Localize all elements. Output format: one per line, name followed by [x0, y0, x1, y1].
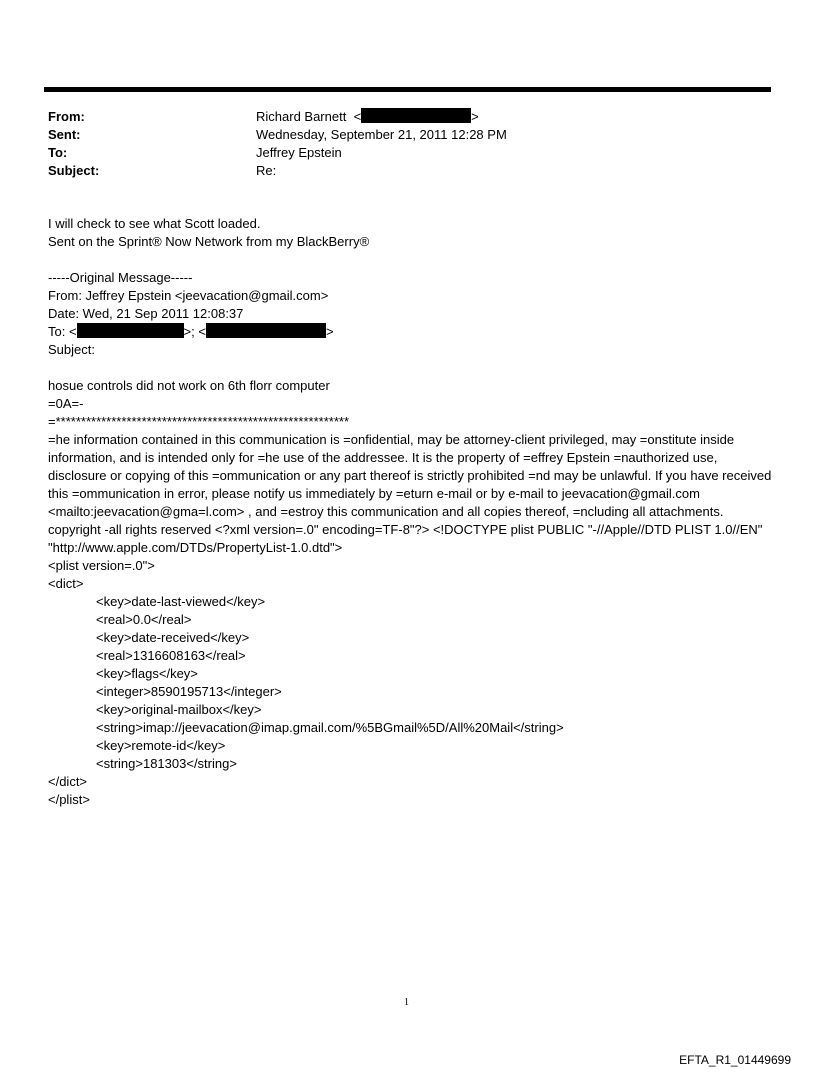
plist-open: <plist version=.0">: [48, 558, 155, 573]
from-value: Richard Barnett < >: [256, 109, 479, 124]
message-line: hosue controls did not work on 6th florr computer: [48, 378, 330, 393]
redaction-box: [206, 323, 326, 338]
original-divider: -----Original Message-----: [48, 270, 193, 285]
page-number: 1: [404, 997, 409, 1008]
header-rule: [44, 87, 771, 92]
redaction-box: [77, 323, 184, 338]
to-value: Jeffrey Epstein: [256, 145, 342, 160]
encoded-line: =0A=-: [48, 396, 84, 411]
disclaimer-paragraph: =he information contained in this communication is =onfidential, may be attorney-client privileged, may =onstitute inside information, and is intended only for =he use of the addressee. It is the property of =effrey Epstein =nauthorized use, disclosure or copying of this =ommunication or any part thereof is strictly prohibited =nd may be unlawful. If you have received this =ommunication in error, please notify us immediately by =eturn e-mail or by e-mail to jeevacation@gmail.com <mailto:jeevacation@gma=l.com> , and =estroy this communication and all copies thereof, =ncluding all attachments. copyright -all rights reserved <?xml version=.0" encoding=TF-8"?> <!DOCTYPE plist PUBLIC "-//Apple//DTD PLIST 1.0//EN" "http://www.apple.com/DTDs/PropertyList-1.0.dtd">: [48, 432, 772, 555]
bates-number: EFTA_R1_01449699: [679, 1053, 791, 1067]
email-body: [48, 215, 778, 809]
to-label: To:: [48, 145, 68, 160]
plist-line: <key>date-received</key>: [96, 630, 250, 645]
sent-value: Wednesday, September 21, 2011 12:28 PM: [256, 127, 507, 142]
reply-signature: Sent on the Sprint® Now Network from my BlackBerry®: [48, 234, 370, 249]
dict-close: </dict>: [48, 774, 88, 789]
reply-line: I will check to see what Scott loaded.: [48, 216, 261, 231]
plist-line: <string>imap://jeevacation@imap.gmail.com/%5BGmail%5D/All%20Mail</string>: [96, 720, 564, 735]
from-label: From:: [48, 109, 85, 124]
sent-label: Sent:: [48, 127, 81, 142]
original-date: Date: Wed, 21 Sep 2011 12:08:37: [48, 306, 244, 321]
original-to: To: < >; < >: [48, 324, 334, 339]
plist-line: <key>flags</key>: [96, 666, 198, 681]
plist-line: <string>181303</string>: [96, 756, 237, 771]
from-name: Richard Barnett: [256, 109, 347, 124]
dict-open: <dict>: [48, 576, 84, 591]
plist-line: <key>remote-id</key>: [96, 738, 226, 753]
asterisk-separator: =**********************************************************: [48, 414, 350, 429]
subject-value: Re:: [256, 163, 277, 178]
plist-line: <real>1316608163</real>: [96, 648, 246, 663]
original-from: From: Jeffrey Epstein <jeevacation@gmail.com>: [48, 288, 329, 303]
plist-line: <real>0.0</real>: [96, 612, 192, 627]
plist-close: </plist>: [48, 792, 90, 807]
plist-line: <key>original-mailbox</key>: [96, 702, 262, 717]
plist-line: <key>date-last-viewed</key>: [96, 594, 266, 609]
original-subject: Subject:: [48, 342, 95, 357]
subject-label: Subject:: [48, 163, 100, 178]
plist-line: <integer>8590195713</integer>: [96, 684, 282, 699]
redaction-box: [361, 108, 471, 123]
